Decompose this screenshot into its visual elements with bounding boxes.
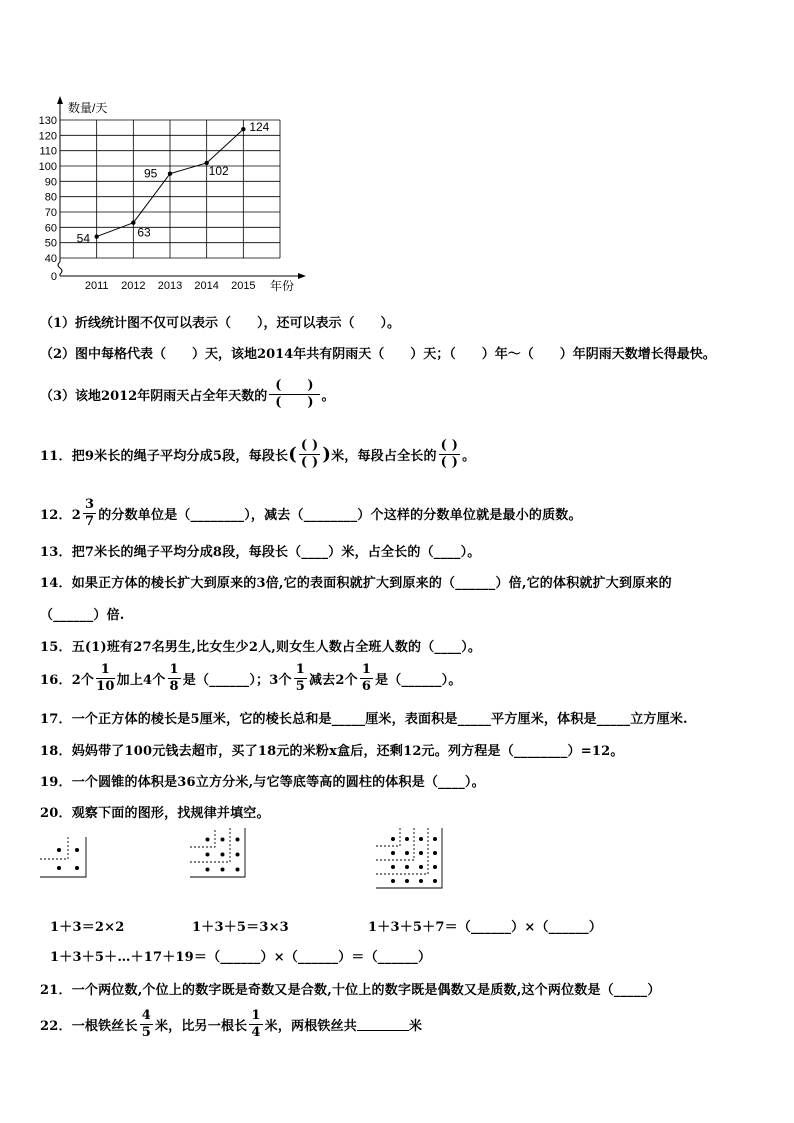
dot [405, 865, 409, 869]
l-boundary [376, 828, 442, 888]
dot [405, 837, 409, 841]
fraction-blank: $\frac{( )}{( )}$ [300, 438, 319, 470]
axis-break [58, 262, 62, 276]
question-15: 15．五(1)班有27名男生,比女生少2人,则女生人数占全班人数的（____）。 [40, 640, 482, 655]
question-17: 17．一个正方体的棱长是5厘米，它的棱长总和是_____厘米，表面积是_____平方厘米，体积是_____立方厘米. [40, 712, 688, 727]
fraction: $\frac{1}{4}$ [251, 1008, 261, 1040]
question-19: 19．一个圆锥的体积是36立方分米,与它等底等高的圆柱的体积是（____）。 [40, 775, 485, 790]
dot [236, 838, 240, 842]
dot [391, 851, 395, 855]
sub-question-3-text: （3）该地2012年阴雨天占全年天数的 [40, 389, 268, 404]
data-point [168, 171, 172, 175]
y-axis-arrow [57, 96, 63, 104]
x-axis-arrow [298, 273, 306, 279]
question-22: 22．一根铁丝长 $\frac{4}{5}$ 米，比另一根长 $\frac{1}{4}$ 米，两根铁丝共 米 [40, 1008, 423, 1040]
pattern-figure-3 [376, 828, 466, 898]
data-label: 63 [137, 225, 151, 240]
y-tick-label: 110 [39, 145, 57, 158]
dot [236, 853, 240, 857]
x-tick-label: 2015 [231, 280, 256, 292]
dot [75, 848, 79, 852]
dot [57, 848, 61, 852]
dot [236, 868, 240, 872]
dot [419, 837, 423, 841]
dot [419, 879, 423, 883]
fraction: $\frac{1}{10}$ [96, 662, 115, 694]
question-13: 13．把7米长的绳子平均分成8段，每段长（____）米，占全长的（____）。 [40, 545, 481, 560]
dot [391, 865, 395, 869]
question-14-line2: （______）倍. [40, 608, 125, 623]
dot [433, 837, 437, 841]
data-label: 95 [144, 166, 158, 181]
l-boundary [376, 828, 400, 846]
data-label: 102 [208, 163, 229, 178]
y-axis-label: 数量/天 [68, 101, 108, 115]
fraction: $\frac{4}{5}$ [141, 1008, 151, 1040]
equation-4: 1＋3＋5＋…＋17＋19＝（______）×（______）＝（______） [50, 950, 432, 965]
pattern-figure-1 [40, 835, 110, 895]
dot [433, 879, 437, 883]
y-tick-label: 90 [44, 176, 57, 189]
y-tick-label: 60 [44, 222, 57, 235]
dot [433, 851, 437, 855]
equation-3: 1＋3＋5＋7＝（______）×（______） [368, 920, 603, 935]
fraction: $\frac{1}{8}$ [169, 662, 179, 694]
dot [391, 837, 395, 841]
pattern-figure-2 [190, 828, 270, 898]
fraction: $\frac{1}{5}$ [295, 662, 305, 694]
dot [419, 865, 423, 869]
answer-blank[interactable] [357, 1018, 409, 1031]
dot [405, 851, 409, 855]
data-label: 54 [76, 231, 91, 246]
dot [75, 866, 79, 870]
l-boundary [40, 837, 86, 877]
y-tick-label: 80 [44, 191, 57, 204]
data-label: 124 [249, 120, 270, 135]
sub-question-2: （2）图中每格代表（ ）天，该地2014年共有阴雨天（ ）天；（ ）年～（ ）年阴雨天数增长得最快。 [40, 347, 716, 362]
sub-question-3: （3）该地2012年阴雨天占全年天数的 $\frac{( )}{( )}$ 。 [40, 378, 335, 410]
x-tick-label: 2013 [157, 280, 183, 292]
fraction-answer: $\frac{( )}{( )}$ [269, 378, 319, 411]
fraction: $\frac{3}{7}$ [84, 497, 95, 529]
data-point [241, 127, 245, 131]
l-boundary [376, 828, 414, 860]
dot [419, 851, 423, 855]
dot [206, 868, 210, 872]
equation-2: 1＋3＋5＝3×3 [192, 920, 289, 935]
question-18: 18．妈妈带了100元钱去超市，买了18元的米粉x盒后，还剩12元。列方程是（________）=12。 [40, 744, 624, 759]
l-boundary [190, 828, 230, 862]
dot [433, 865, 437, 869]
dot [405, 879, 409, 883]
dot [206, 838, 210, 842]
dot [221, 868, 225, 872]
question-12: 12．2 $\frac{3}{7}$ 的分数单位是（________），减去（________）个这样的分数单位就是最小的质数。 [40, 497, 582, 529]
y-tick-label: 100 [38, 161, 57, 173]
question-11: 11．把9米长的绳子平均分成5段，每段长 ( $\frac{( )}{( )}$ ) 米，每段占全长的 $\frac{( )}{( )}$ 。 [40, 438, 476, 470]
l-boundary [190, 828, 215, 847]
line-chart [30, 90, 320, 300]
question-16: 16．2个 $\frac{1}{10}$ 加上4个 $\frac{1}{8}$ 是（______）；3个 $\frac{1}{5}$ 减去2个 $\frac{1}{6}$ 是（______）。 [40, 662, 462, 694]
dot [57, 866, 61, 870]
question-14-line1: 14．如果正方体的棱长扩大到原来的3倍,它的表面积就扩大到原来的（______）倍,它的体积就扩大到原来的 [40, 576, 672, 591]
dot [221, 853, 225, 857]
equation-1: 1＋3＝2×2 [50, 920, 125, 935]
y-tick-label: 120 [38, 130, 57, 143]
dot [206, 853, 210, 857]
fraction-blank: $\frac{( )}{( )}$ [440, 438, 459, 470]
l-boundary [40, 837, 68, 859]
dot [391, 879, 395, 883]
y-tick-label: 130 [38, 115, 57, 127]
x-tick-label: 2014 [194, 280, 219, 292]
y-tick-label: 70 [44, 207, 57, 219]
y-tick-label: 40 [44, 253, 57, 265]
data-point [131, 221, 135, 225]
x-axis-label: 年份 [270, 279, 295, 293]
x-tick-label: 2012 [121, 280, 146, 292]
sub-question-1: （1）折线统计图不仅可以表示（ ），还可以表示（ ）。 [40, 316, 401, 331]
fraction: $\frac{1}{6}$ [361, 662, 372, 694]
dot [221, 838, 225, 842]
x-tick-label: 2011 [84, 280, 109, 292]
data-point [94, 234, 98, 238]
y-tick-label: 50 [44, 237, 57, 250]
y-tick-label: 0 [50, 271, 57, 283]
question-20-title: 20．观察下面的图形，找规律并填空。 [40, 806, 270, 821]
question-21: 21．一个两位数,个位上的数字既是奇数又是合数,十位上的数字既是偶数又是质数,这个两位数是（_____） [40, 983, 661, 998]
